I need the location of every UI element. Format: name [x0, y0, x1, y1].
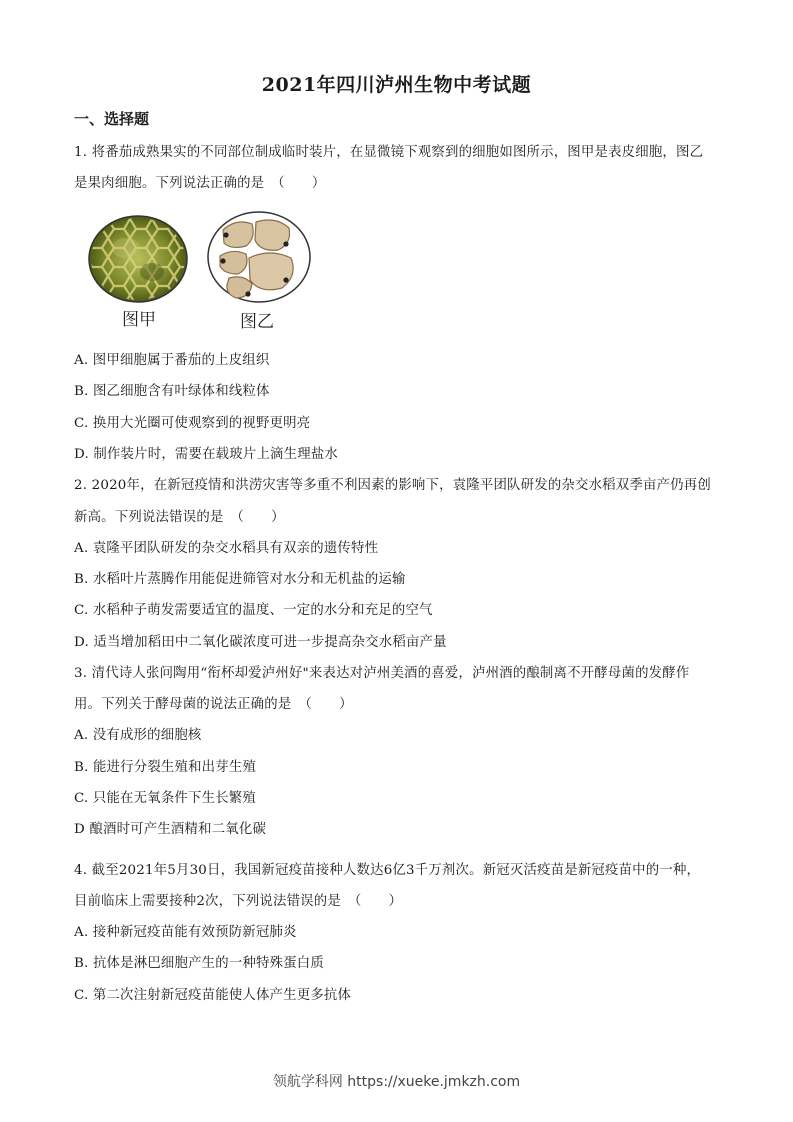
question-2-line-1: 2. 2020年，在新冠疫情和洪涝灾害等多重不利因素的影响下，袁隆平团队研发的杂交水稻双季亩产仍再创: [74, 478, 711, 493]
q2-option-c: C. 水稻种子萌发需要适宜的温度、一定的水分和充足的空气: [74, 603, 433, 618]
question-4-line-2: 目前临床上需要接种2次，下列说法错误的是 （ ）: [74, 894, 403, 909]
q3-option-b: B. 能进行分裂生殖和出芽生殖: [74, 760, 257, 775]
page-title: 2021年四川泸州生物中考试题: [261, 74, 532, 96]
figure-a-caption: 图甲: [122, 310, 156, 330]
question-2-line-2: 新高。下列说法错误的是 （ ）: [74, 510, 285, 525]
q1-option-a: A. 图甲细胞属于番茄的上皮组织: [74, 353, 270, 368]
question-1-line-2: 是果肉细胞。下列说法正确的是 （ ）: [74, 176, 326, 191]
q4-option-c: C. 第二次注射新冠疫苗能使人体产生更多抗体: [74, 988, 352, 1003]
q4-option-a: A. 接种新冠疫苗能有效预防新冠肺炎: [74, 925, 297, 940]
q2-option-a: A. 袁隆平团队研发的杂交水稻具有双亲的遗传特性: [74, 541, 379, 556]
q3-option-d: D 酿酒时可产生酒精和二氧化碳: [74, 822, 267, 837]
q3-option-c: C. 只能在无氧条件下生长繁殖: [74, 791, 256, 806]
figure-b-pulp-cells: [208, 212, 310, 302]
q1-option-c: C. 换用大光圈可使观察到的视野更明亮: [74, 416, 311, 431]
q2-option-b: B. 水稻叶片蒸腾作用能促进筛管对水分和无机盐的运输: [74, 572, 406, 587]
footer-watermark: 领航学科网 https://xueke.jmkzh.com: [272, 1074, 521, 1090]
q1-option-d: D. 制作装片时，需要在载玻片上滴生理盐水: [74, 447, 339, 462]
figure-a-epidermal-cells: [89, 216, 187, 302]
q3-option-a: A. 没有成形的细胞核: [74, 728, 202, 743]
question-4-line-1: 4. 截至2021年5月30日，我国新冠疫苗接种人数达6亿3千万剂次。新冠灭活疫苗是新冠疫苗中的一种，: [74, 863, 701, 878]
q4-option-b: B. 抗体是淋巴细胞产生的一种特殊蛋白质: [74, 956, 324, 971]
question-3-line-1: 3. 清代诗人张问陶用“衔杯却爱泸州好"来表达对泸州美酒的喜爱，泸州酒的酿制离不开酵母菌的发酵作: [74, 666, 690, 681]
question-3-line-2: 用。下列关于酵母菌的说法正确的是 （ ）: [74, 697, 353, 712]
figure-b-caption: 图乙: [240, 312, 274, 332]
section-heading: 一、选择题: [74, 110, 150, 128]
q2-option-d: D. 适当增加稻田中二氧化碳浓度可进一步提高杂交水稻亩产量: [74, 635, 447, 650]
question-1-line-1: 1. 将番茄成熟果实的不同部位制成临时装片，在显微镜下观察到的细胞如图所示，图甲是表皮细胞，图乙: [74, 145, 704, 160]
q1-option-b: B. 图乙细胞含有叶绿体和线粒体: [74, 384, 270, 399]
